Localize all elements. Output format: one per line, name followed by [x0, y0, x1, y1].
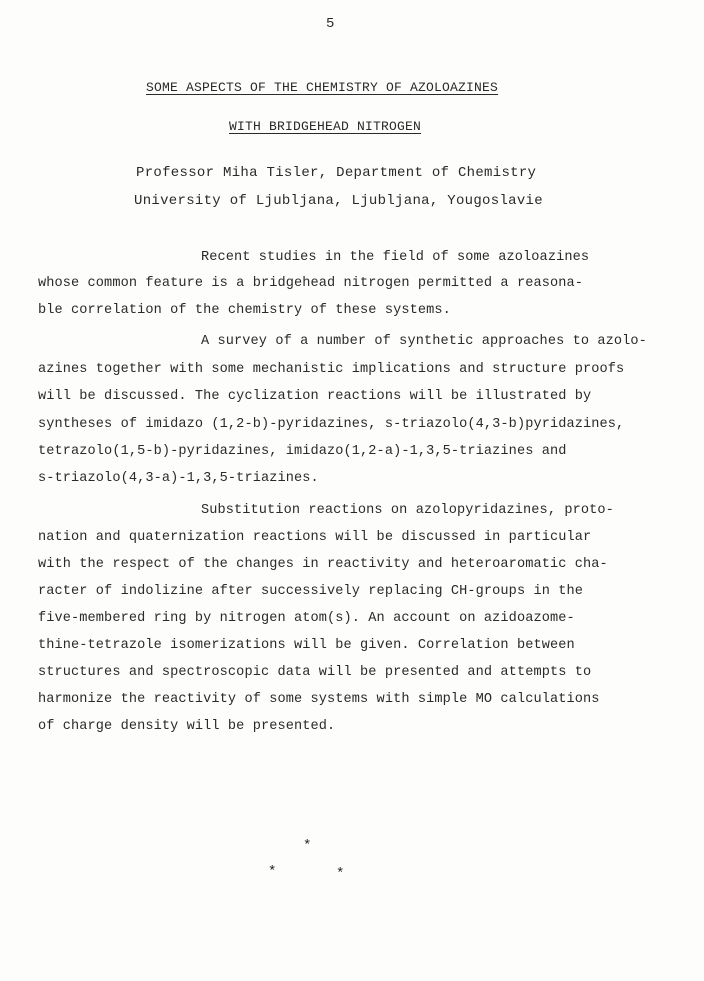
page-number: 5 — [326, 16, 335, 32]
title-line-2: WITH BRIDGEHEAD NITROGEN — [229, 119, 422, 134]
ornament-asterisk: * — [303, 838, 312, 854]
paragraph-3-line: racter of indolizine after successively replacing CH-groups in the — [38, 584, 583, 599]
paragraph-3-line: Substitution reactions on azolopyridazines, proto- — [201, 503, 614, 518]
ornament-asterisk: * — [268, 864, 277, 880]
paragraph-1-line: Recent studies in the field of some azoloazines — [201, 250, 590, 265]
paragraph-2-line: azines together with some mechanistic implications and structure proofs — [38, 362, 625, 377]
paragraph-3-line: five-membered ring by nitrogen atom(s). An account on azidoazome- — [38, 611, 575, 626]
paragraph-1-line: ble correlation of the chemistry of these systems. — [38, 303, 451, 318]
paragraph-2-line: s-triazolo(4,3-a)-1,3,5-triazines. — [38, 471, 319, 486]
paragraph-2-line: tetrazolo(1,5-b)-pyridazines, imidazo(1,2-a)-1,3,5-triazines and — [38, 444, 567, 459]
ornament-asterisk: * — [336, 866, 345, 882]
author-affiliation: University of Ljubljana, Ljubljana, Yougoslavie — [134, 193, 543, 209]
paragraph-3-line: of charge density will be presented. — [38, 719, 336, 734]
paragraph-3-line: nation and quaternization reactions will be discussed in particular — [38, 530, 592, 545]
title-line-1: SOME ASPECTS OF THE CHEMISTRY OF AZOLOAZINES — [146, 80, 499, 95]
paragraph-3-line: harmonize the reactivity of some systems with simple MO calculations — [38, 692, 600, 707]
author-line-1: Professor Miha Tisler, Department of Chemistry — [136, 165, 537, 181]
paragraph-3-line: with the respect of the changes in reactivity and heteroaromatic cha- — [38, 557, 608, 572]
paragraph-3-line: thine-tetrazole isomerizations will be given. Correlation between — [38, 638, 575, 653]
paragraph-3-line: structures and spectroscopic data will be presented and attempts to — [38, 665, 592, 680]
paragraph-2-line: will be discussed. The cyclization reactions will be illustrated by — [38, 389, 592, 404]
paragraph-2-line: A survey of a number of synthetic approaches to azolo- — [201, 334, 647, 349]
paragraph-1-line: whose common feature is a bridgehead nitrogen permitted a reasona- — [38, 276, 583, 291]
paragraph-2-line: syntheses of imidazo (1,2-b)-pyridazines, s-triazolo(4,3-b)pyridazines, — [38, 417, 625, 432]
